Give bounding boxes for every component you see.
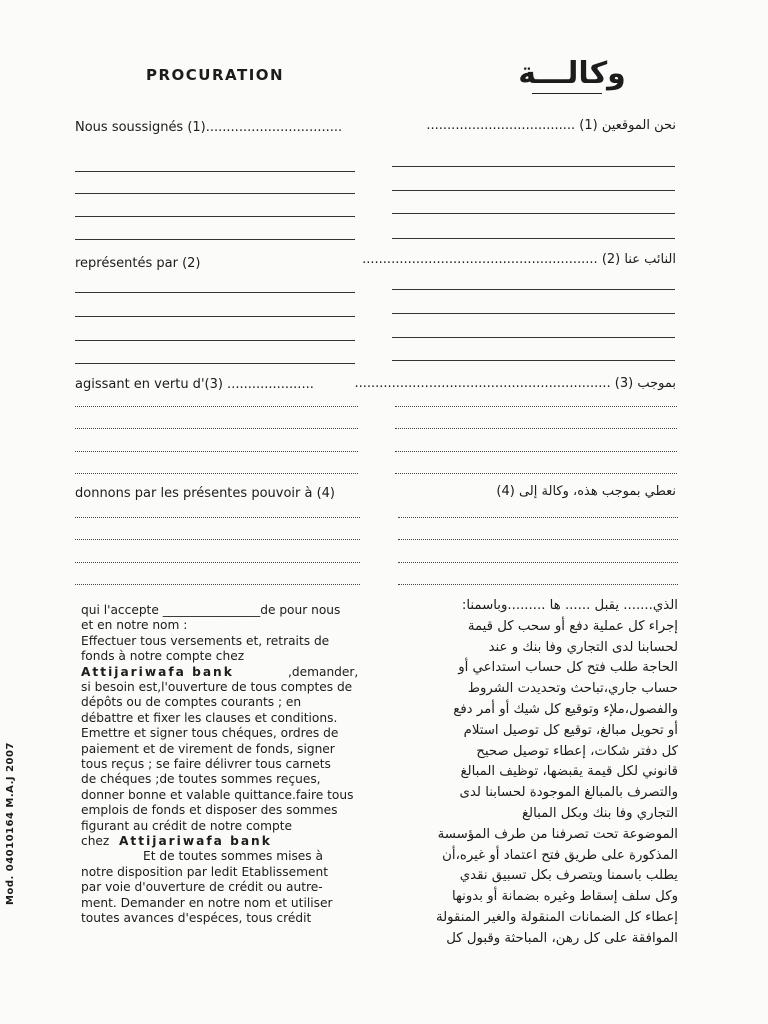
body-line-ar: الحاجة طلب فتح كل حساب استداعي أو [458,660,678,676]
fill-dotted-line[interactable] [398,562,678,563]
body-line: figurant au crédit de notre compte [81,818,293,833]
body-line: Emettre et signer tous chéques, ordres de [81,726,339,741]
field-label-ar-representative: النائب عنا (2) ......................................................... [362,252,676,267]
body-line: toutes avances d'espéces, tous crédit [81,911,312,925]
fill-line[interactable] [75,216,355,217]
fill-line[interactable] [75,171,355,172]
fill-line[interactable] [392,238,675,239]
body-line-ar: الموضوعة تحت تصرفنا من طرف المؤسسة [437,826,678,842]
bank-name: Attijariwafa bank [119,834,272,848]
body-line-ar: لحسابنا لدى التجاري وفا بنك و عند [488,639,678,655]
body-line-ar: الموافقة على كل رهن، المباحثة وقبول كل [446,930,678,946]
field-label-soussignes: Nous soussignés (1)................................. [75,120,343,135]
field-label-ar-signatories: نحن الموقعين (1) .................................... [426,118,676,133]
body-line-ar: التجاري وفا بنك وبكل المبالغ [521,806,678,821]
fill-dotted-line[interactable] [395,473,677,474]
body-line: et en notre nom : [81,618,188,633]
body-line: emplois de fonds et disposer des sommes [81,803,338,818]
body-line: débattre et fixer les clauses et conditions. [81,710,338,725]
body-line: dépôts ou de comptes courants ; en [81,695,302,710]
body-line: de chéques ;de toutes sommes reçues, [81,772,321,787]
fill-dotted-line[interactable] [75,406,358,407]
fill-line[interactable] [392,360,675,361]
body-line: ment. Demander en notre nom et utiliser [81,895,333,910]
fill-line[interactable] [75,316,355,317]
fill-dotted-line[interactable] [75,562,360,563]
fill-dotted-line[interactable] [75,428,358,429]
field-label-representes: représentés par (2) [75,256,201,271]
body-line-ar: حساب جاري،تباحث وتحديدت الشروط [467,681,678,697]
fill-dotted-line[interactable] [75,584,360,585]
fill-line[interactable] [392,289,675,290]
fill-dotted-line[interactable] [75,517,360,518]
fill-line[interactable] [75,239,355,240]
title-underline [532,93,602,94]
field-label-ar-by-virtue: بموجب (3) .............................................................. [354,376,676,391]
field-label-ar-power: نعطي بموجب هذه، وكالة إلى (4) [496,484,676,499]
fill-dotted-line[interactable] [395,451,677,452]
fill-dotted-line[interactable] [75,539,360,540]
fill-line[interactable] [75,340,355,341]
fill-dotted-line[interactable] [75,451,358,452]
body-text-ar [392,596,678,956]
body-text-fr [81,603,371,948]
fill-line[interactable] [392,337,675,338]
page-title-fr: PROCURATION [146,66,285,84]
page-title-ar [512,56,632,100]
body-line: qui l'accepte ________________de pour nous [81,603,341,617]
body-line-ar: والفصول،ملإء وتوقيع كل شيك أو أمر دفع [453,702,678,717]
fill-dotted-line[interactable] [395,428,677,429]
fill-dotted-line[interactable] [398,539,678,540]
fill-dotted-line[interactable] [398,584,678,585]
fill-line[interactable] [75,193,355,194]
fill-dotted-line[interactable] [395,406,677,407]
body-line: tous reçus ; se faire délivrer tous carnets [81,757,331,771]
bank-name: Attijariwafa bank [81,664,234,679]
body-line: fonds à notre compte chez [81,649,245,664]
body-line-ar: إجراء كل عملية دفع أو سحب كل قيمة [467,618,678,634]
page-title-ar-text: وكالـــة [518,56,626,91]
body-line: notre disposition par ledit Etablissement [81,864,328,879]
fill-line[interactable] [392,213,675,214]
body-line-ar: قانوني لكل قيمة يقبضها، توظيف المبالغ [460,764,678,780]
body-line-ar: وكل سلف إسقاط وغيره بضمانة أو بدونها [452,889,678,905]
body-line-ar: يطلب باسمنا ويتصرف بكل تسبيق نقدي [459,868,678,884]
body-line: Et de toutes sommes mises à [143,849,323,864]
field-label-pouvoir: donnons par les présentes pouvoir à (4) [75,486,336,501]
body-line-ar: والتصرف بالمبالغ الموجودة لحسابنا لدى [459,785,678,801]
body-line: si besoin est,l'ouverture de tous comptes de [81,680,353,694]
body-line-ar: الذي....... يقبل ...... ها .........وباسمنا: [461,598,678,613]
body-line: Effectuer tous versements et, retraits de [81,633,330,648]
body-line: par voie d'ouverture de crédit ou autre- [81,880,323,895]
body-line: chez [81,834,110,848]
fill-line[interactable] [392,166,675,167]
body-line-ar: أو تحويل مبالغ، توقيع كل توصيل استلام [463,722,678,738]
fill-line[interactable] [392,313,675,314]
body-line: ,demander, [288,664,359,679]
fill-dotted-line[interactable] [398,517,678,518]
body-line-ar: كل دفتر شكات، إعطاء توصيل صحيح [476,743,678,759]
fill-dotted-line[interactable] [75,473,358,474]
body-line: donner bonne et valable quittance.faire tous [81,787,354,802]
field-label-vertu: agissant en vertu d'(3) ..................... [75,377,314,392]
fill-line[interactable] [392,190,675,191]
body-line-ar: إعطاء كل الضمانات المنقولة والغير المنقولة [435,910,678,925]
fill-line[interactable] [75,363,355,364]
body-line-ar: المذكورة على طريق فتح اعتماد أو غيره،أن [442,847,678,863]
form-reference-code: Mod. 04010164 M.A.J 2007 [5,742,16,905]
fill-line[interactable] [75,292,355,293]
body-line: paiement et de virement de fonds, signer [81,741,335,756]
